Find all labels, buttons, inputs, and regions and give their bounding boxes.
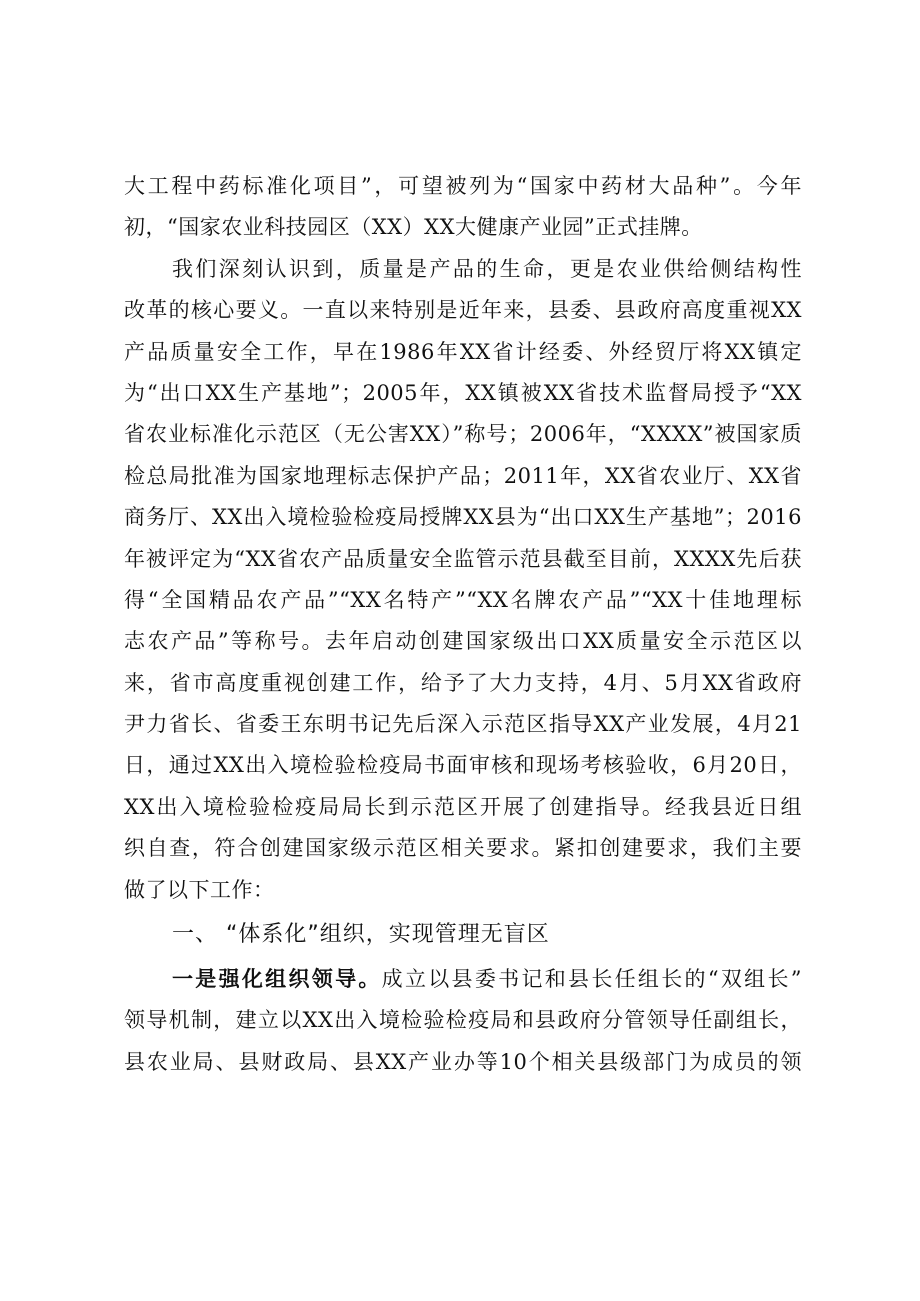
text-line: 织自查，符合创建国家级示范区相关要求。紧扣创建要求，我们主要 [124,836,802,861]
text-line: 志农产品”等称号。去年启动创建国家级出口XX质量安全示范区以 [124,629,802,654]
document-body [124,166,802,1083]
text-line: 县农业局、县财政局、县XX产业办等10个相关县级部门为成员的领 [124,1049,802,1074]
text-line: 为“出口XX生产基地”；2005年，XX镇被XX省技术监督局授予“XX [124,380,802,405]
text-line: XX出入境检验检疫局局长到示范区开展了创建指导。经我县近日组 [124,794,802,819]
text-line: 初，“国家农业科技园区（XX）XX大健康产业园”正式挂牌。 [124,215,703,240]
text-line: 来，省市高度重视创建工作，给予了大力支持，4月、5月XX省政府 [124,670,802,695]
paragraph-organization [124,959,802,1083]
text-line: 尹力省长、省委王东明书记先后深入示范区指导XX产业发展，4月21 [124,712,802,737]
paragraph-quality-overview [124,249,802,911]
text-line [124,959,802,1000]
text-line: 检总局批准为国家地理标志保护产品；2011年，XX省农业厅、XX省 [124,463,802,488]
text-line: 日，通过XX出入境检验检疫局书面审核和现场考核验收，6月20日， [124,753,802,778]
section-heading: 一、 “体系化”组织，实现管理无盲区 [172,922,550,948]
text-fragment: 成立以县委书记和县长任组长的“双组长” [381,967,802,992]
text-line: 大工程中药标准化项目”，可望被列为“国家中药材大品种”。今年 [124,174,802,198]
text-line: 得“全国精品农产品”“XX名特产”“XX名牌农产品”“XX十佳地理标 [124,587,802,612]
text-line: 产品质量安全工作，早在1986年XX省计经委、外经贸厅将XX镇定 [124,339,802,364]
text-line: 改革的核心要义。一直以来特别是近年来，县委、县政府高度重视XX [124,298,802,323]
text-line: 我们深刻认识到，质量是产品的生命，更是农业供给侧结构性 [172,256,802,281]
text-line: 年被评定为“XX省农产品质量安全监管示范县截至目前，XXXX先后获 [124,546,802,571]
text-line: 做了以下工作： [124,877,275,902]
text-line: 省农业标准化示范区（无公害XX）”称号；2006年，“XXXX”被国家质 [124,422,802,447]
paragraph-lead: 一是强化组织领导。 [172,967,382,992]
text-line: 商务厅、XX出入境检验检疫局授牌XX县为“出口XX生产基地”；2016 [124,505,802,530]
paragraph-continuation [124,166,802,249]
text-line: 领导机制，建立以XX出入境检验检疫局和县政府分管领导任副组长， [124,1008,802,1033]
